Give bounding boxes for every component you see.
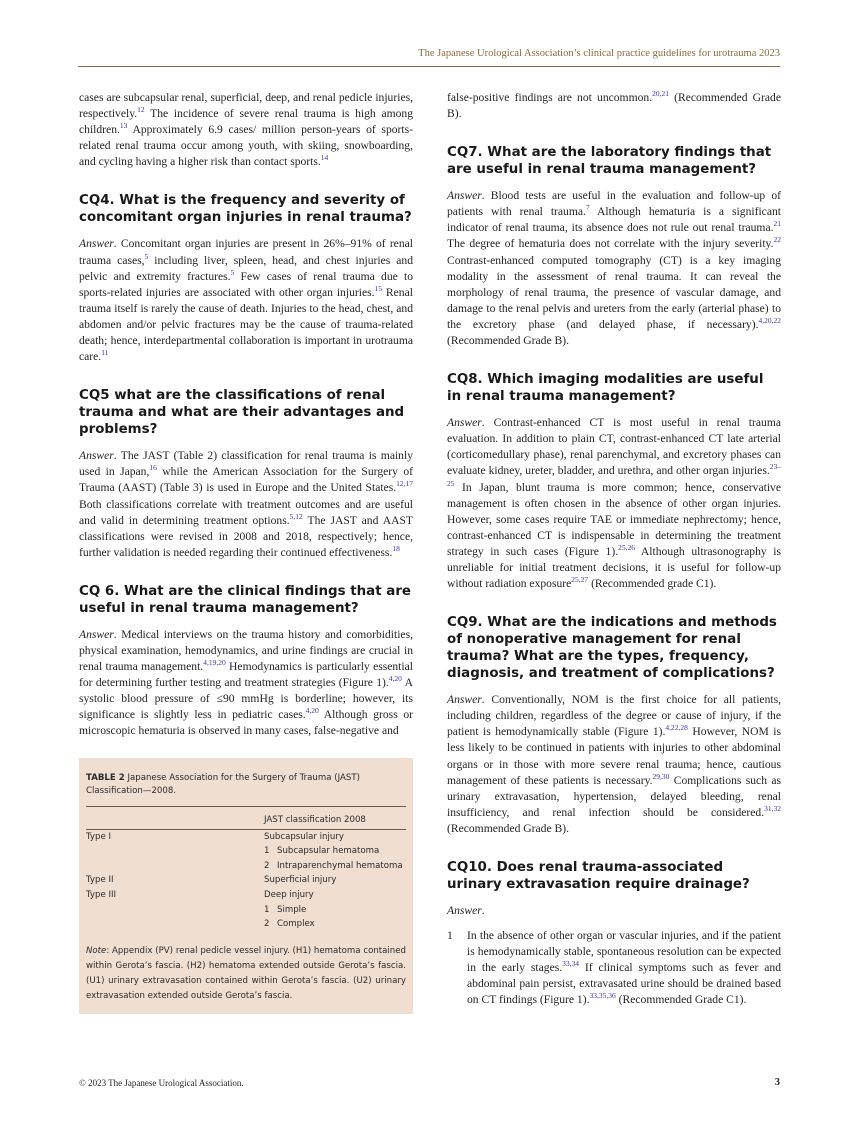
cq10-heading: CQ10. Does renal trauma-associated urinary extravasation require drainage? <box>447 860 750 892</box>
cq9-answer: Answer. Conventionally, NOM is the first choice for all patients, including children, regardless of the degree or cause of injury, if the patient is hemodynamically stable (Figure 1).$^{4,22,28}$ However, NOM is less likely to be continued in patients with injuries to other abdominal organs or in those with more severe renal trauma; hence, cautious management of these patients is necessary.$^{29,30}$ Complications such as urinary extravasation, hypertension, delayed bleeding, renal insufficiency, and renal infection should be considered.$^{31,32}$ (Recommended Grade B). <box>447 693 782 835</box>
jast-table-body <box>86 830 406 932</box>
table-row: 1 Simple <box>264 904 307 915</box>
left-column <box>79 90 413 1014</box>
list-item: 1 In the absence of other organ or vascular injuries, and if the patient is hemodynamically stable, spontaneous resolution can be expected in the early stages.$^{33,34}$ If clinical symptoms such as fever and abdominal pain persist, extravasated urine should be drained based on CT findings (Figure 1).$^{33,35,36}$ (Recommended Grade C1). <box>447 929 781 1007</box>
cq8-heading: CQ8. Which imaging modalities are useful in renal trauma management? <box>447 372 764 405</box>
cq10-answer-label: Answer. <box>447 904 485 917</box>
table-row: 1 Subcapsular hematoma <box>264 846 380 857</box>
running-title: The Japanese Urological Association’s clinical practice guidelines for urotrauma 2023 <box>418 48 780 59</box>
table-row: 2 Complex <box>264 919 315 930</box>
table-row: Type III Deep injury <box>86 889 314 900</box>
table-column-header: JAST classification 2008 <box>264 814 366 825</box>
table-note: Note: Appendix (PV) renal pedicle vessel injury. (H1) hematoma contained within Gerota’s fascia. (H2) hematoma extended outside Gerota’s fascia. (U1) urinary extravasation contained within Gerota’s fascia. (U2) urinary extravasation extended outside Gerota’s fascia. <box>86 945 406 1001</box>
right-column <box>447 90 781 1009</box>
table-row: Type II Superficial injury <box>86 875 337 886</box>
table-row: Type I Subcapsular injury <box>86 831 344 842</box>
cq10-answer-list <box>447 928 781 1008</box>
jast-table <box>86 807 406 829</box>
cq9-heading: CQ9. What are the indications and methods of nonoperative management for renal trauma? What are the types, frequency, diagnosis, and treatment of complications? <box>447 615 777 682</box>
cq7-answer: Answer. Blood tests are useful in the evaluation and follow-up of patients with renal trauma.$^7$ Although hematuria is a significant indicator of renal trauma, its absence does not rule out renal trauma.$^{21}$ The degree of hematuria does not correlate with the injury severity.$^{22}$ Contrast-enhanced computed tomography (CT) is a key imaging modality in the assessment of renal trauma. It can reveal the morphology of renal trauma, the presence of vascular damage, and damage to the renal pelvis and ureters from the early (arterial phase) to the excretory phase (and delayed phase, if necessary).$^{4,20,22}$ (Recommended Grade B). <box>447 189 781 348</box>
cq6-heading: CQ 6. What are the clinical findings that are useful in renal trauma management? <box>79 583 412 616</box>
copyright: © 2023 The Japanese Urological Association. <box>79 1078 244 1088</box>
cq4-heading: CQ4. What is the frequency and severity of concomitant organ injuries in renal trauma? <box>79 193 412 226</box>
table-row: 2 Intraparenchymal hematoma <box>264 860 403 871</box>
cq6-answer: Answer. Medical interviews on the trauma history and comorbidities, physical examination, hemodynamics, and urine findings are crucial in renal trauma management.$^{4,19,20}$ Hemodynamics is particularly essential for determining further testing and treatment strategies (Figure 1).$^{4,20}$ A systolic blood pressure of ≤90 mmHg is borderline; however, its significance is slightly less in pediatric cases.$^{4,20}$ Although gross or microscopic hematuria is observed in many cases, false-negative and <box>79 627 413 738</box>
header-rule <box>78 66 780 67</box>
intro-paragraph: cases are subcapsular renal, superficial, deep, and renal pedicle injuries, respectively.$^{12}$ The incidence of severe renal trauma is high among children.$^{13}$ Approximately 6.9 cases/ million person-years of sports-related renal trauma occur among youth, with skiing, snowboarding, and cycling having a higher risk than contact sports.$^{14}$ <box>79 91 413 169</box>
cq7-heading: CQ7. What are the laboratory findings that are useful in renal trauma management? <box>447 145 772 178</box>
cq5-answer: Answer. The JAST (Table 2) classification for renal trauma is mainly used in Japan,$^{16}$ while the American Association for the Surgery of Trauma (AAST) (Table 3) is used in Europe and the United States.$^{12,17}$ Both classifications correlate with treatment outcomes and are useful and valid in determining treatment options.$^{5,12}$ The JAST and AAST classifications were revised in 2008 and 2018, respectively; hence, further validation is needed regarding their continued effectiveness.$^{18}$ <box>79 449 413 559</box>
cq6-continuation: false-positive findings are not uncommon.$^{20,21}$ (Recommended Grade B). <box>447 89 781 121</box>
cq4-answer: Answer. Concomitant organ injuries are present in 26%–91% of renal trauma cases,$^5$ including liver, spleen, head, and chest injuries and pelvic and extremity fractures.$^5$ Few cases of renal trauma due to sports-related injuries are associated with other organ injuries.$^{15}$ Renal trauma itself is rarely the cause of death. Injuries to the head, chest, and abdomen and/or pelvic fractures may be the cause of trauma-related death; hence, interdepartmental collaboration is important in urotrauma care.$^{11}$ <box>79 237 413 364</box>
table-caption: TABLE 2 Japanese Association for the Surgery of Trauma (JAST) Classification—2008. <box>86 772 360 796</box>
page-number: 3 <box>774 1077 780 1088</box>
table-2 <box>79 758 413 1014</box>
cq5-heading: CQ5 what are the classifications of renal trauma and what are their advantages and problems? <box>79 388 405 438</box>
cq8-answer: Answer. Contrast-enhanced CT is most useful in renal trauma evaluation. In addition to plain CT, contrast-enhanced CT late arterial (corticomedullary phase), renal parenchymal, and excretory phases can evaluate kidney, ureter, bladder, and urethra, and other organ injuries.$^{23-25}$ In Japan, blunt trauma is more common; hence, conservative management is often chosen in the absence of other organ injuries. However, some cases require TAE or immediate nephrectomy; hence, contrast-enhanced CT is indispensable in determining the treatment strategy in such cases (Figure 1).$^{25,26}$ Although ultrasonography is unreliable for initial treatment decisions, it is useful for follow-up without radiation exposure$^{25,27}$ (Recommended grade C1). <box>447 416 781 591</box>
